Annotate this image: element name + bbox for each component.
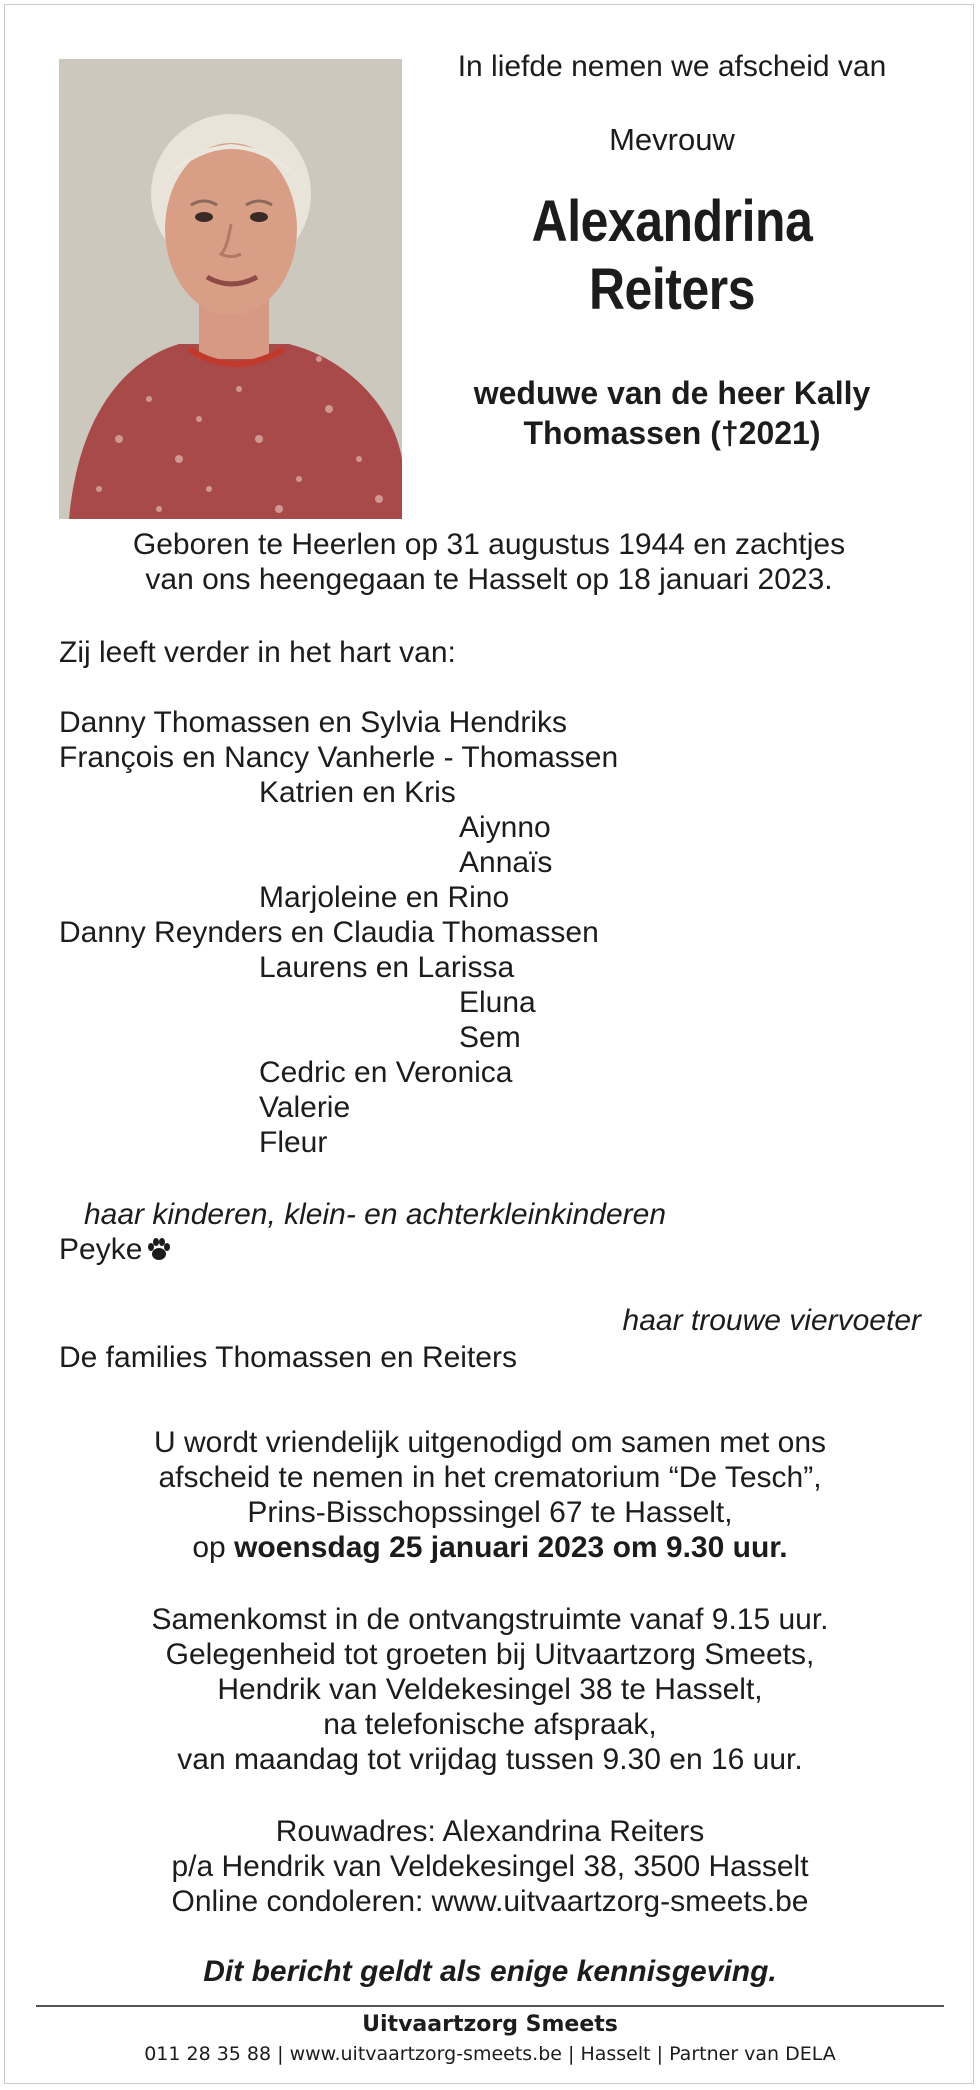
family-member: François en Nancy Vanherle - Thomassen — [59, 741, 619, 774]
widow-line-1: weduwe van de heer Kally — [473, 375, 871, 411]
gathering-line-3: Hendrik van Veldekesingel 38 te Hasselt, — [217, 1673, 763, 1706]
family-member: Laurens en Larissa — [259, 951, 515, 984]
family-member: Fleur — [259, 1126, 328, 1159]
deceased-first-name: Alexandrina — [531, 189, 813, 254]
family-member: Cedric en Veronica — [259, 1056, 513, 1089]
gathering-info — [60, 1602, 920, 1777]
funeral-home-name: Uitvaartzorg Smeets — [362, 2012, 618, 2037]
family-member: Marjoleine en Rino — [259, 881, 510, 914]
salutation: Mevrouw — [609, 122, 735, 157]
birth-death-info — [59, 527, 919, 597]
ceremony-date-time: woensdag 25 januari 2023 om 9.30 uur. — [234, 1531, 788, 1564]
address-line-2: p/a Hendrik van Veldekesingel 38, 3500 Hasselt — [171, 1850, 809, 1883]
intro-text: In liefde nemen we afscheid van — [457, 50, 887, 83]
widow-line-2: Thomassen (†2021) — [523, 415, 821, 451]
family-member: Katrien en Kris — [259, 776, 456, 809]
portrait-illustration — [59, 59, 402, 519]
invitation-line-4 — [60, 1530, 920, 1565]
gathering-line-5: van maandag tot vrijdag tussen 9.30 en 16 uur. — [177, 1743, 803, 1776]
invitation-line-2: afscheid te nemen in het crematorium “De Tesch”, — [158, 1461, 822, 1494]
footer-divider — [36, 2005, 944, 2007]
sole-notice: Dit bericht geldt als enige kennisgeving. — [203, 1955, 777, 1988]
family-member: Sem — [459, 1021, 521, 1054]
invitation-line-3: Prins-Bisschopssingel 67 te Hasselt, — [247, 1496, 733, 1529]
invitation-date-prefix: op — [192, 1531, 235, 1564]
address-line-1: Rouwadres: Alexandrina Reiters — [275, 1815, 705, 1848]
family-heading: Zij leeft verder in het hart van: — [59, 636, 456, 669]
pet-caption: haar trouwe viervoeter — [622, 1304, 921, 1337]
paw-icon — [146, 1235, 172, 1261]
invitation-line-1: U wordt vriendelijk uitgenodigd om samen met ons — [154, 1426, 826, 1459]
mourning-address — [60, 1814, 920, 1919]
families-line: De families Thomassen en Reiters — [59, 1341, 517, 1374]
ceremony-invitation — [60, 1425, 920, 1565]
widow-of — [422, 373, 922, 453]
family-member: Danny Reynders en Claudia Thomassen — [59, 916, 599, 949]
family-member: Danny Thomassen en Sylvia Hendriks — [59, 706, 568, 739]
gathering-line-4: na telefonische afspraak, — [323, 1708, 657, 1741]
family-member: Aiynno — [459, 811, 551, 844]
deceased-last-name: Reiters — [588, 257, 756, 322]
family-member: Valerie — [259, 1091, 351, 1124]
portrait-photo — [59, 59, 402, 519]
gathering-line-1: Samenkomst in de ontvangstruimte vanaf 9.15 uur. — [151, 1603, 829, 1636]
address-line-3: Online condoleren: www.uitvaartzorg-smeets.be — [171, 1885, 809, 1918]
pet-name: Peyke — [59, 1233, 143, 1266]
pet-line — [59, 1232, 172, 1267]
family-member: Annaïs — [459, 846, 553, 879]
deceased-name — [457, 188, 887, 324]
gathering-line-2: Gelegenheid tot groeten bij Uitvaartzorg Smeets, — [165, 1638, 815, 1671]
death-line: van ons heengegaan te Hasselt op 18 januari 2023. — [145, 563, 833, 596]
funeral-home-contact: 011 28 35 88 | www.uitvaartzorg-smeets.be | Hasselt | Partner van DELA — [144, 2043, 836, 2065]
family-member: Eluna — [459, 986, 536, 1019]
birth-line: Geboren te Heerlen op 31 augustus 1944 en zachtjes — [132, 528, 846, 561]
children-caption: haar kinderen, klein- en achterkleinkinderen — [84, 1198, 667, 1231]
